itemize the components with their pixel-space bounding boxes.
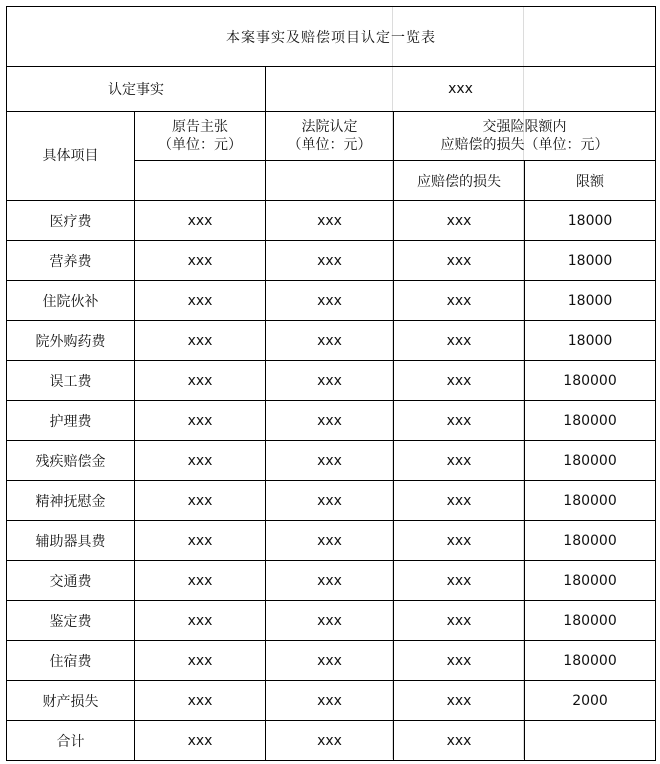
table-row bbox=[7, 601, 656, 641]
cell-court[interactable]: xxx bbox=[266, 681, 394, 721]
cell-limit[interactable] bbox=[525, 721, 656, 761]
cell-court[interactable]: xxx bbox=[266, 641, 394, 681]
cell-court[interactable]: xxx bbox=[266, 281, 394, 321]
table-row bbox=[7, 321, 656, 361]
cell-limit[interactable]: 18000 bbox=[525, 321, 656, 361]
cell-court[interactable]: xxx bbox=[266, 561, 394, 601]
table-row bbox=[7, 641, 656, 681]
cell-claim[interactable]: xxx bbox=[135, 201, 266, 241]
cell-limit[interactable]: 18000 bbox=[525, 241, 656, 281]
cell-item[interactable]: 营养费 bbox=[7, 241, 135, 281]
cell-court[interactable]: xxx bbox=[266, 201, 394, 241]
cell-claim[interactable]: xxx bbox=[135, 281, 266, 321]
cell-item[interactable]: 鉴定费 bbox=[7, 601, 135, 641]
cell-claim[interactable]: xxx bbox=[135, 441, 266, 481]
cell-loss[interactable]: xxx bbox=[394, 601, 525, 641]
cell-limit[interactable]: 18000 bbox=[525, 281, 656, 321]
cell-claim[interactable]: xxx bbox=[135, 241, 266, 281]
cell-loss[interactable]: xxx bbox=[394, 201, 525, 241]
cell-court[interactable]: xxx bbox=[266, 241, 394, 281]
header-insurance-line1: 交强险限额内 bbox=[482, 119, 567, 135]
cell-limit[interactable]: 180000 bbox=[525, 561, 656, 601]
cell-limit[interactable]: 180000 bbox=[525, 441, 656, 481]
cell-court[interactable]: xxx bbox=[266, 321, 394, 361]
cell-limit[interactable]: 180000 bbox=[525, 401, 656, 441]
cell-loss[interactable]: xxx bbox=[394, 521, 525, 561]
title-row bbox=[7, 7, 656, 67]
cell-loss[interactable]: xxx bbox=[394, 561, 525, 601]
header-court[interactable] bbox=[266, 112, 394, 161]
cell-loss[interactable]: xxx bbox=[394, 641, 525, 681]
table-row bbox=[7, 681, 656, 721]
cell-limit[interactable]: 180000 bbox=[525, 361, 656, 401]
subheader-empty-cell[interactable] bbox=[135, 161, 266, 201]
table-row bbox=[7, 241, 656, 281]
cell-court[interactable]: xxx bbox=[266, 721, 394, 761]
cell-claim[interactable]: xxx bbox=[135, 601, 266, 641]
cell-claim[interactable]: xxx bbox=[135, 681, 266, 721]
cell-court[interactable]: xxx bbox=[266, 601, 394, 641]
cell-item[interactable]: 残疾赔偿金 bbox=[7, 441, 135, 481]
cell-item[interactable]: 误工费 bbox=[7, 361, 135, 401]
cell-court[interactable]: xxx bbox=[266, 481, 394, 521]
facts-value[interactable]: xxx bbox=[266, 67, 656, 112]
cell-claim[interactable]: xxx bbox=[135, 401, 266, 441]
header-claim-line2: （单位：元） bbox=[158, 137, 242, 153]
subheader-limit[interactable]: 限额 bbox=[525, 161, 656, 201]
cell-claim[interactable]: xxx bbox=[135, 321, 266, 361]
cell-limit[interactable]: 180000 bbox=[525, 521, 656, 561]
cell-court[interactable]: xxx bbox=[266, 401, 394, 441]
cell-limit[interactable]: 180000 bbox=[525, 601, 656, 641]
cell-loss[interactable]: xxx bbox=[394, 241, 525, 281]
spreadsheet-sheet bbox=[6, 6, 655, 759]
cell-loss[interactable]: xxx bbox=[394, 321, 525, 361]
cell-claim[interactable]: xxx bbox=[135, 721, 266, 761]
cell-loss[interactable]: xxx bbox=[394, 481, 525, 521]
header-insurance-line2: 应赔偿的损失（单位：元） bbox=[440, 137, 609, 153]
header-court-line1: 法院认定 bbox=[301, 119, 358, 135]
table-row bbox=[7, 521, 656, 561]
cell-loss[interactable]: xxx bbox=[394, 441, 525, 481]
header-row bbox=[7, 112, 656, 161]
table-row bbox=[7, 561, 656, 601]
compensation-table bbox=[6, 6, 656, 761]
cell-loss[interactable]: xxx bbox=[394, 681, 525, 721]
header-insurance[interactable] bbox=[394, 112, 656, 161]
cell-loss[interactable]: xxx bbox=[394, 401, 525, 441]
subheader-empty-cell[interactable] bbox=[266, 161, 394, 201]
cell-court[interactable]: xxx bbox=[266, 441, 394, 481]
cell-item[interactable]: 护理费 bbox=[7, 401, 135, 441]
cell-item[interactable]: 住院伙补 bbox=[7, 281, 135, 321]
table-row bbox=[7, 201, 656, 241]
cell-claim[interactable]: xxx bbox=[135, 641, 266, 681]
cell-item[interactable]: 院外购药费 bbox=[7, 321, 135, 361]
table-row bbox=[7, 281, 656, 321]
table-row bbox=[7, 361, 656, 401]
cell-limit[interactable]: 2000 bbox=[525, 681, 656, 721]
cell-limit[interactable]: 180000 bbox=[525, 641, 656, 681]
cell-limit[interactable]: 18000 bbox=[525, 201, 656, 241]
cell-limit[interactable]: 180000 bbox=[525, 481, 656, 521]
cell-item[interactable]: 合计 bbox=[7, 721, 135, 761]
cell-item[interactable]: 交通费 bbox=[7, 561, 135, 601]
cell-claim[interactable]: xxx bbox=[135, 361, 266, 401]
table-row bbox=[7, 481, 656, 521]
header-item[interactable]: 具体项目 bbox=[7, 112, 135, 201]
cell-claim[interactable]: xxx bbox=[135, 481, 266, 521]
cell-loss[interactable]: xxx bbox=[394, 281, 525, 321]
cell-claim[interactable]: xxx bbox=[135, 521, 266, 561]
header-claim-line1: 原告主张 bbox=[172, 119, 228, 135]
facts-row bbox=[7, 67, 656, 112]
table-row bbox=[7, 401, 656, 441]
cell-court[interactable]: xxx bbox=[266, 521, 394, 561]
cell-item[interactable]: 住宿费 bbox=[7, 641, 135, 681]
cell-item[interactable]: 财产损失 bbox=[7, 681, 135, 721]
cell-item[interactable]: 辅助器具费 bbox=[7, 521, 135, 561]
cell-court[interactable]: xxx bbox=[266, 361, 394, 401]
table-row bbox=[7, 721, 656, 761]
table-row bbox=[7, 441, 656, 481]
facts-label[interactable]: 认定事实 bbox=[7, 67, 266, 112]
cell-loss[interactable]: xxx bbox=[394, 361, 525, 401]
subheader-loss[interactable]: 应赔偿的损失 bbox=[394, 161, 525, 201]
header-court-line2: （单位：元） bbox=[287, 137, 372, 153]
cell-item[interactable]: 医疗费 bbox=[7, 201, 135, 241]
cell-item[interactable]: 精神抚慰金 bbox=[7, 481, 135, 521]
header-claim[interactable] bbox=[135, 112, 266, 161]
cell-claim[interactable]: xxx bbox=[135, 561, 266, 601]
cell-loss[interactable]: xxx bbox=[394, 721, 525, 761]
table-title[interactable]: 本案事实及赔偿项目认定一览表 bbox=[7, 7, 656, 67]
